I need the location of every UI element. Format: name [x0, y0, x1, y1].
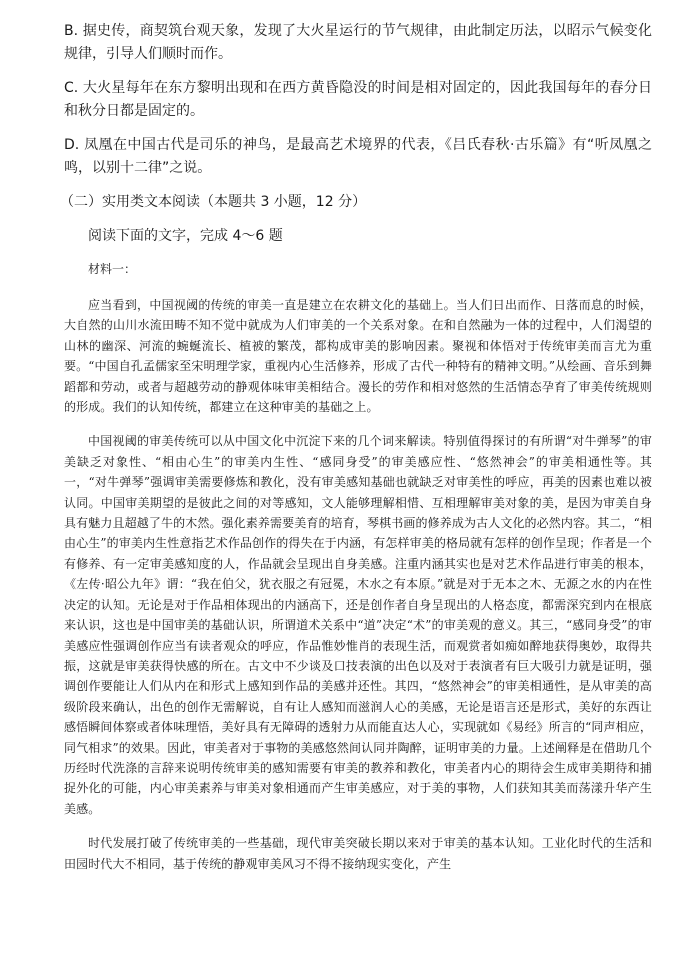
reading-instruction: 阅读下面的文字，完成 4～6 题	[88, 228, 283, 244]
section-title: （二）实用类文本阅读（本题共 3 小题，12 分）	[60, 194, 367, 210]
material-label: 材料一：	[88, 262, 137, 276]
material-paragraph-1: 应当看到，中国视阈的传统的审美一直是建立在农耕文化的基础上。当人们日出而作、日落而息的时候，大自然的山川水流田畴不知不觉中就成为人们审美的一个关系对象。在和自然融为一体的过程中，人们渴望的山林的幽深、河流的蜿蜒流长、植被的繁茂，都构成审美的影响因素。聚视和体悟对于传统审美而言尤为重要。“中国自孔孟儒家至宋明理学家，重视内心生活修养，形成了古代一种特有的精神文明。”从绘画、音乐到舞蹈都和劳动，或者与超越劳动的静观体味审美相结合。漫长的劳作和相对悠然的生活情态孕育了审美传统规则的形成。我们的认知传统，都建立在这种审美的基础之上。	[64, 298, 652, 415]
option-c: C. 大火星每年在东方黎明出现和在西方黄昏隐没的时间是相对固定的，因此我国每年的春分日和秋分日都是固定的。	[64, 80, 652, 119]
material-paragraph-2: 中国视阈的审美传统可以从中国文化中沉淀下来的几个词来解读。特别值得探讨的有所谓“对牛弹琴”的审美缺乏对象性、“相由心生”的审美内生性、“感同身受”的审美感应性、“悠然神会”的审美相通性等。其一，“对牛弹琴”强调审美需要修炼和教化，没有审美感知基础也就缺乏对审美性的呼应，再美的因素也难以被认同。中国审美期望的是彼此之间的对等感知，文人能够理解相惜、互相理解审美对象的美，是因为审美自身具有魅力且超越了牛的木然。强化素养需要美育的培育，琴棋书画的修养成为古人文化的必然内容。其二，“相由心生”的审美内生性意指艺术作品创作的得失在于内涵，有怎样审美的格局就有怎样的创作呈现；作者是一个有修养、有一定审美感知度的人，作品就会呈现出自身美感。注重内涵其实也是对艺术作品进行审美的根本，《左传·昭公九年》谓：“我在伯父，犹衣服之有冠冕，木水之有本原。”就是对于无本之木、无源之水的内在性决定的认知。无论是对于作品相体现出的内涵高下，还是创作者自身呈现出的人格态度，都需深究到内在根底来认识，这也是中国审美的基础认识，所谓道术关系中“道”决定“术”的审美观的意义。其三，“感同身受”的审美感应性强调创作应当有读者观众的呼应，作品惟妙惟肖的表现生活，而观赏者如痴如醉地获得奥妙，取得共振，这就是审美获得快感的所在。古文中不少谈及口技表演的出色以及对于表演者有巨大吸引力就是证明，强调创作要能让人们从内在和形式上感知到作品的美感并还性。其四，“悠然神会”的审美相通性，是从审美的高级阶段来确认，出色的创作无需解说，自有让人感知而滋润人心的美感，无论是语言还是形式，美好的东西让感悟瞬间体察或者体味理悟，美好具有无障碍的透射力从而能直达人心，实现就如《易经》所言的“同声相应，同气相求”的效果。因此，审美者对于事物的美感悠然间认同并陶醉，证明审美的力量。上述阐释是在借助几个历经时代洗涤的言辞来说明传统审美的感知需要有审美的教养和教化，审美者内心的期待会生成审美期待和捕捉外化的可能，内心审美素养与审美对象相通而产生审美感应，对于美的事物，人们获知其美而荡漾升华产生美感。	[64, 434, 652, 816]
option-d: D. 凤凰在中国古代是司乐的神鸟，是最高艺术境界的代表，《吕氏春秋·古乐篇》有“听凤凰之鸣，以别十二律”之说。	[64, 137, 652, 176]
option-b: B. 据史传，商契筑台观天象，发现了大火星运行的节气规律，由此制定历法，以昭示气候变化规律，引导人们顺时而作。	[64, 23, 652, 62]
material-paragraph-3: 时代发展打破了传统审美的一些基础，现代审美突破长期以来对于审美的基本认知。工业化时代的生活和田园时代大不相同，基于传统的静观审美风习不得不接纳现实变化，产生	[64, 836, 652, 871]
